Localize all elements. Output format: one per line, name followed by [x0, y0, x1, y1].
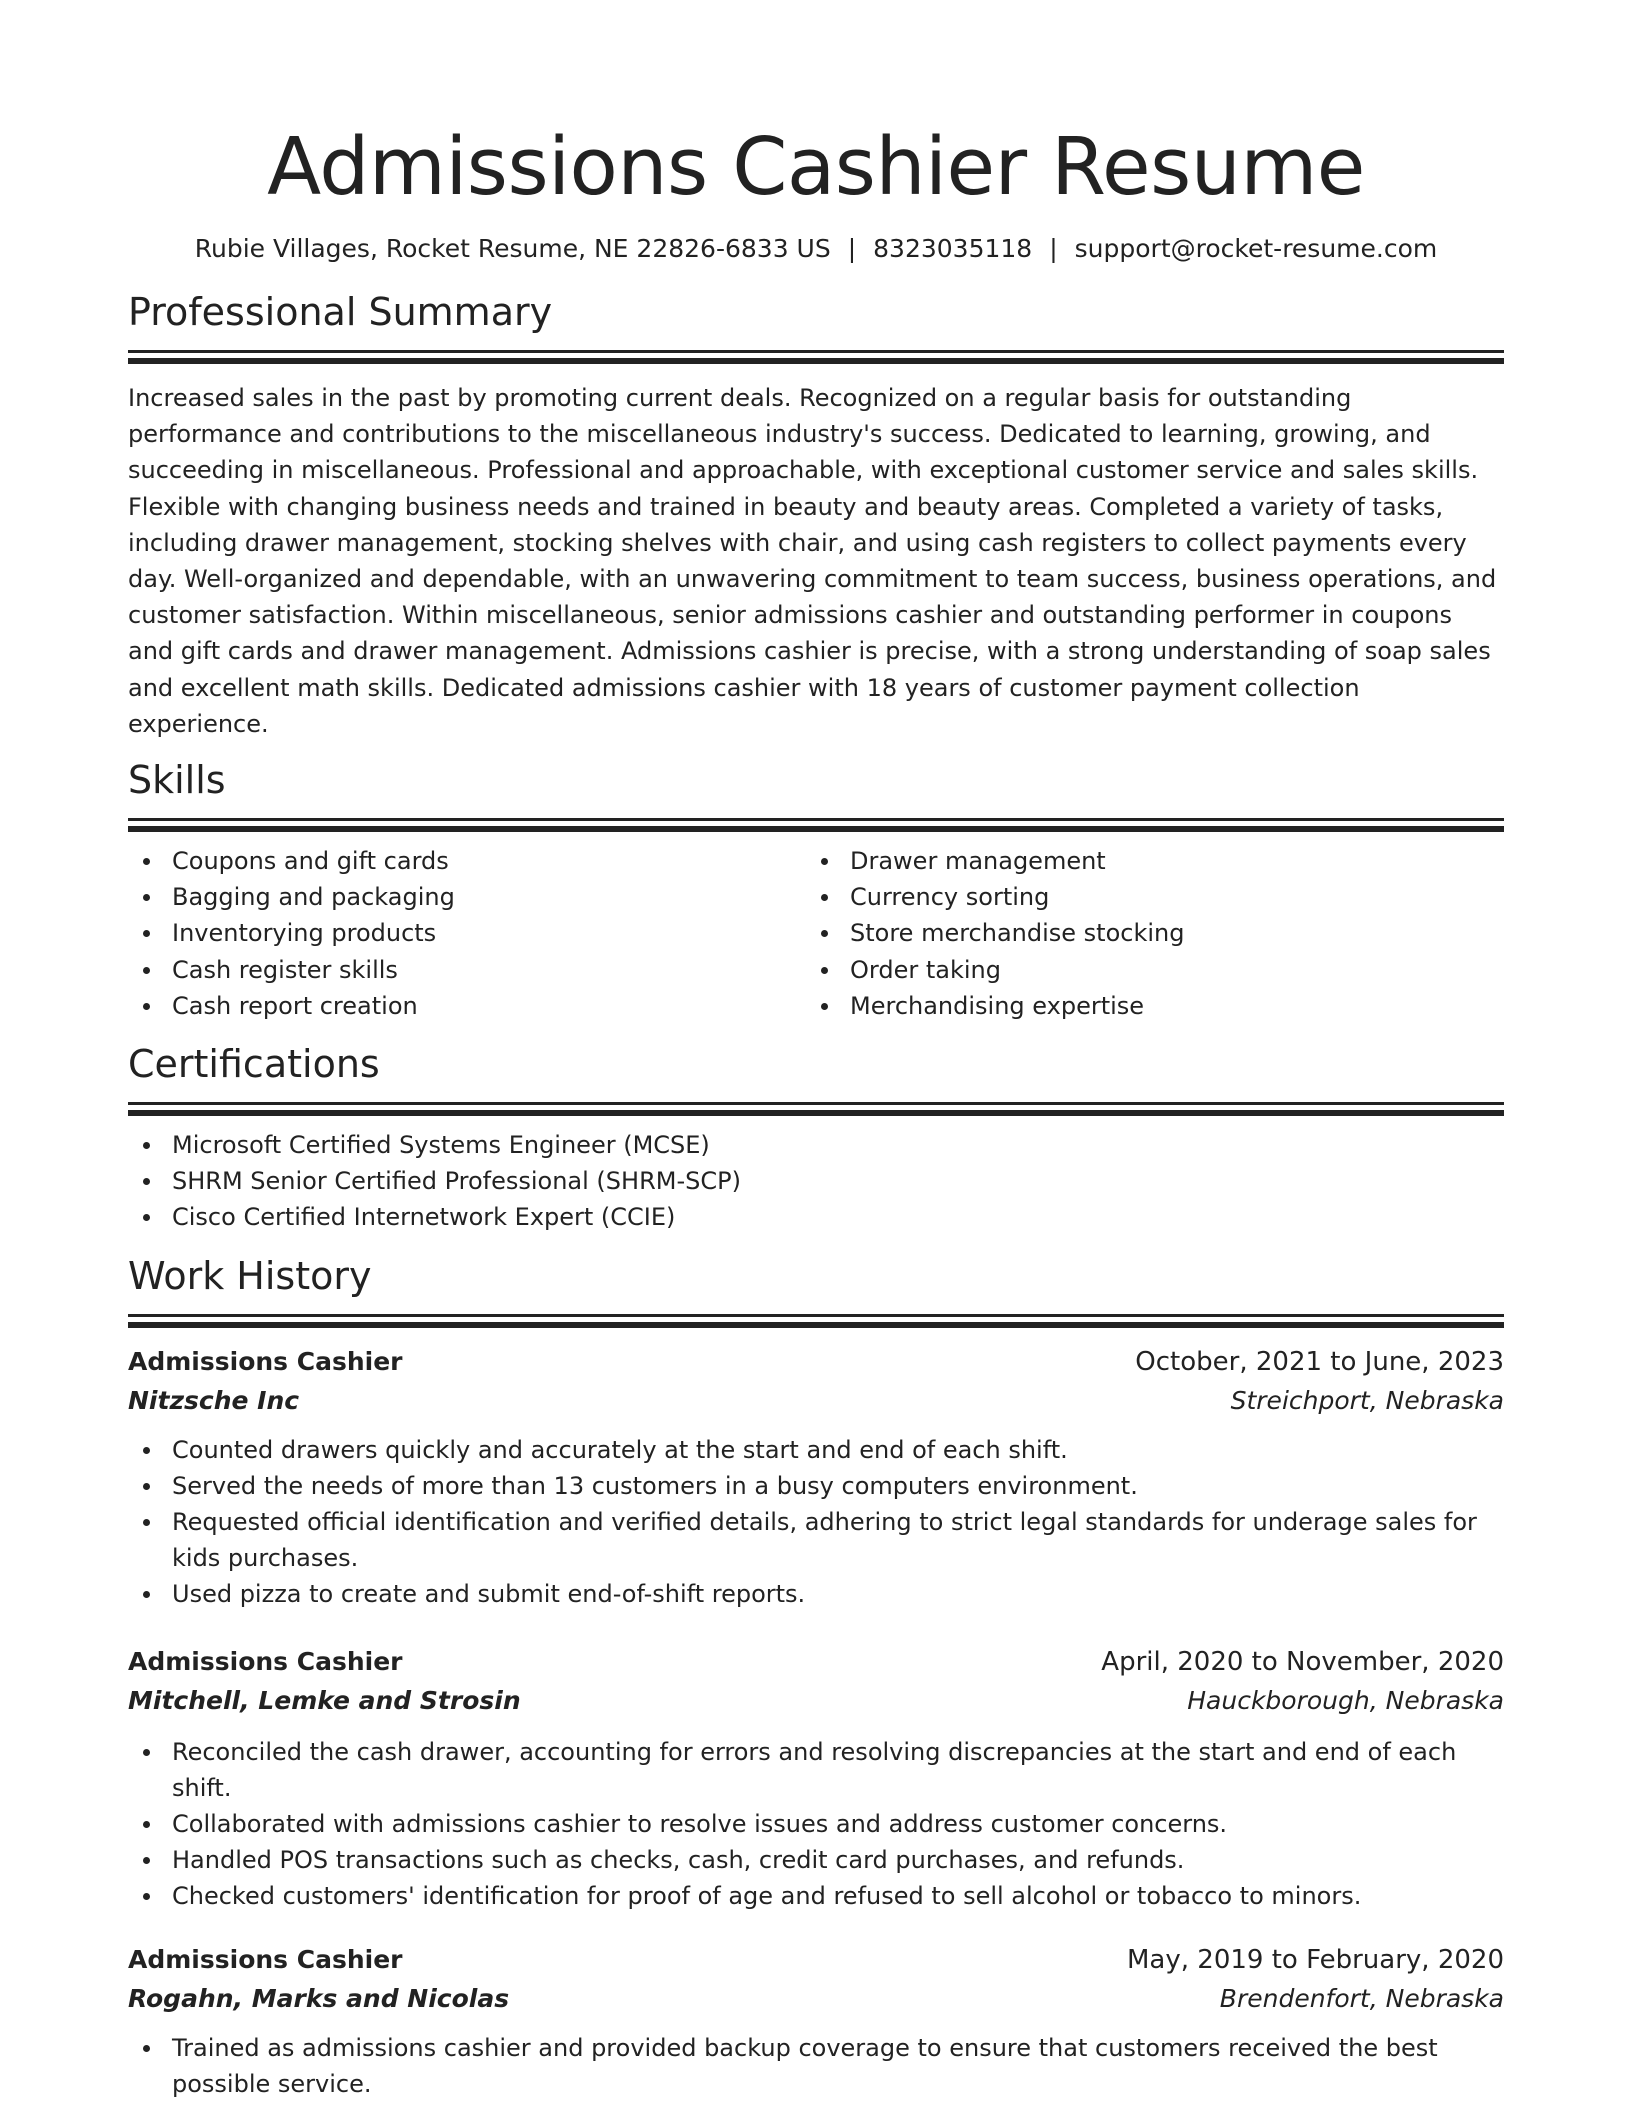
- summary-text: Increased sales in the past by promoting current deals. Recognized on a regular basis for outstanding performance and contributions to the miscellaneous industry's success. Dedicated to learning, growing, and succeeding in miscellaneous. Professional and approachable, with exceptional customer service and sales skills. Flexible with changing business needs and trained in beauty and beauty areas. Completed a variety of tasks, including drawer management, stocking shelves with chair, and using cash registers to collect payments every day. Well-organized and dependable, with an unwavering commitment to team success, business operations, and customer satisfaction. Within miscellaneous, senior admissions cashier and outstanding performer in coupons and gift cards and drawer management. Admissions cashier is precise, with a strong understanding of soap sales and excellent math skills. Dedicated admissions cashier with 18 years of customer payment collection experience.: [128, 384, 1497, 738]
- section-heading-skills: Skills: [128, 758, 226, 803]
- resume-page: [128, 0, 1504, 2102]
- skill-item: Drawer management: [806, 843, 1484, 879]
- skills-list-left: [128, 843, 806, 1024]
- certification-item: Microsoft Certified Systems Engineer (MCSE): [128, 1127, 1504, 1163]
- skill-item: Cash register skills: [128, 952, 806, 988]
- job-bullet: Counted drawers quickly and accurately at the start and end of each shift.: [128, 1432, 1504, 1468]
- job-company-row: [128, 1979, 1504, 2019]
- job-company-row: [128, 1681, 1504, 1721]
- job-bullets: [128, 1734, 1504, 1915]
- job-title-row: [128, 1941, 1504, 1979]
- section-rule: [128, 1314, 1504, 1317]
- job-dates: April, 2020 to November, 2020: [1101, 1646, 1504, 1677]
- section-rule-thick: [128, 1110, 1504, 1116]
- job-bullet: Trained as admissions cashier and provided backup coverage to ensure that customers received the best possible service.: [128, 2030, 1504, 2102]
- job-title: Admissions Cashier: [128, 1346, 403, 1376]
- job-company: Mitchell, Lemke and Strosin: [128, 1685, 521, 1715]
- section-rule-thick: [128, 826, 1504, 832]
- contact-line: [128, 231, 1504, 267]
- contact-address: Rubie Villages, Rocket Resume, NE 22826-6833 US: [194, 234, 831, 263]
- contact-email: support@rocket-resume.com: [1074, 234, 1438, 263]
- job-title: Admissions Cashier: [128, 1646, 403, 1676]
- skill-item: Order taking: [806, 952, 1484, 988]
- summary-section: [128, 288, 1504, 742]
- job-company-row: [128, 1381, 1504, 1421]
- job-bullet: Served the needs of more than 13 customers in a busy computers environment.: [128, 1468, 1504, 1504]
- section-rule-thick: [128, 1322, 1504, 1328]
- section-rule-thick: [128, 358, 1504, 364]
- job-location: Streichport, Nebraska: [1230, 1385, 1504, 1415]
- skill-item: Cash report creation: [128, 988, 806, 1024]
- section-heading-work-history: Work History: [128, 1253, 372, 1298]
- job-company: Nitzsche Inc: [128, 1385, 300, 1415]
- job-bullet: Collaborated with admissions cashier to resolve issues and address customer concerns.: [128, 1806, 1504, 1842]
- certifications-section: [128, 1040, 1504, 1236]
- section-rule: [128, 818, 1504, 821]
- job-bullets: [128, 1432, 1504, 1613]
- job-entry: [128, 1941, 1504, 2102]
- page-title: Admissions Cashier Resume: [267, 121, 1365, 213]
- job-company: Rogahn, Marks and Nicolas: [128, 1983, 510, 2013]
- job-bullet: Handled POS transactions such as checks, cash, credit card purchases, and refunds.: [128, 1842, 1504, 1878]
- skills-grid: [128, 843, 1504, 1024]
- contact-separator: |: [1049, 234, 1058, 263]
- certification-item: SHRM Senior Certified Professional (SHRM-SCP): [128, 1163, 1504, 1199]
- job-title: Admissions Cashier: [128, 1944, 403, 1974]
- job-entry: [128, 1643, 1504, 1915]
- skill-item: Coupons and gift cards: [128, 843, 806, 879]
- contact-phone: 8323035118: [873, 234, 1033, 263]
- contact-separator: |: [847, 234, 857, 263]
- work-history-section: [128, 1252, 1504, 2102]
- certification-item: Cisco Certified Internetwork Expert (CCIE): [128, 1199, 1504, 1235]
- section-rule: [128, 1102, 1504, 1105]
- skills-list-right: [806, 843, 1484, 1024]
- section-heading-summary: Professional Summary: [128, 290, 553, 334]
- section-rule: [128, 350, 1504, 353]
- job-location: Brendenfort, Nebraska: [1219, 1983, 1504, 2013]
- certifications-list: [128, 1127, 1504, 1236]
- job-location: Hauckborough, Nebraska: [1187, 1685, 1504, 1715]
- skill-item: Currency sorting: [806, 879, 1484, 915]
- job-bullets: [128, 2030, 1504, 2102]
- job-title-row: [128, 1643, 1504, 1681]
- job-bullet: Checked customers' identification for proof of age and refused to sell alcohol or tobacco to minors.: [128, 1878, 1504, 1914]
- job-title-row: [128, 1343, 1504, 1381]
- skill-item: Store merchandise stocking: [806, 915, 1484, 951]
- job-dates: October, 2021 to June, 2023: [1135, 1346, 1504, 1377]
- job-bullet: Used pizza to create and submit end-of-shift reports.: [128, 1576, 1504, 1612]
- job-bullet: Requested official identification and verified details, adhering to strict legal standards for underage sales for kids purchases.: [128, 1504, 1504, 1576]
- skill-item: Bagging and packaging: [128, 879, 806, 915]
- skill-item: Inventorying products: [128, 915, 806, 951]
- section-heading-certifications: Certifications: [128, 1042, 380, 1087]
- job-bullet: Reconciled the cash drawer, accounting for errors and resolving discrepancies at the start and end of each shift.: [128, 1734, 1504, 1806]
- job-entry: [128, 1343, 1504, 1613]
- skill-item: Merchandising expertise: [806, 988, 1484, 1024]
- skills-section: [128, 756, 1504, 1024]
- job-dates: May, 2019 to February, 2020: [1127, 1944, 1504, 1975]
